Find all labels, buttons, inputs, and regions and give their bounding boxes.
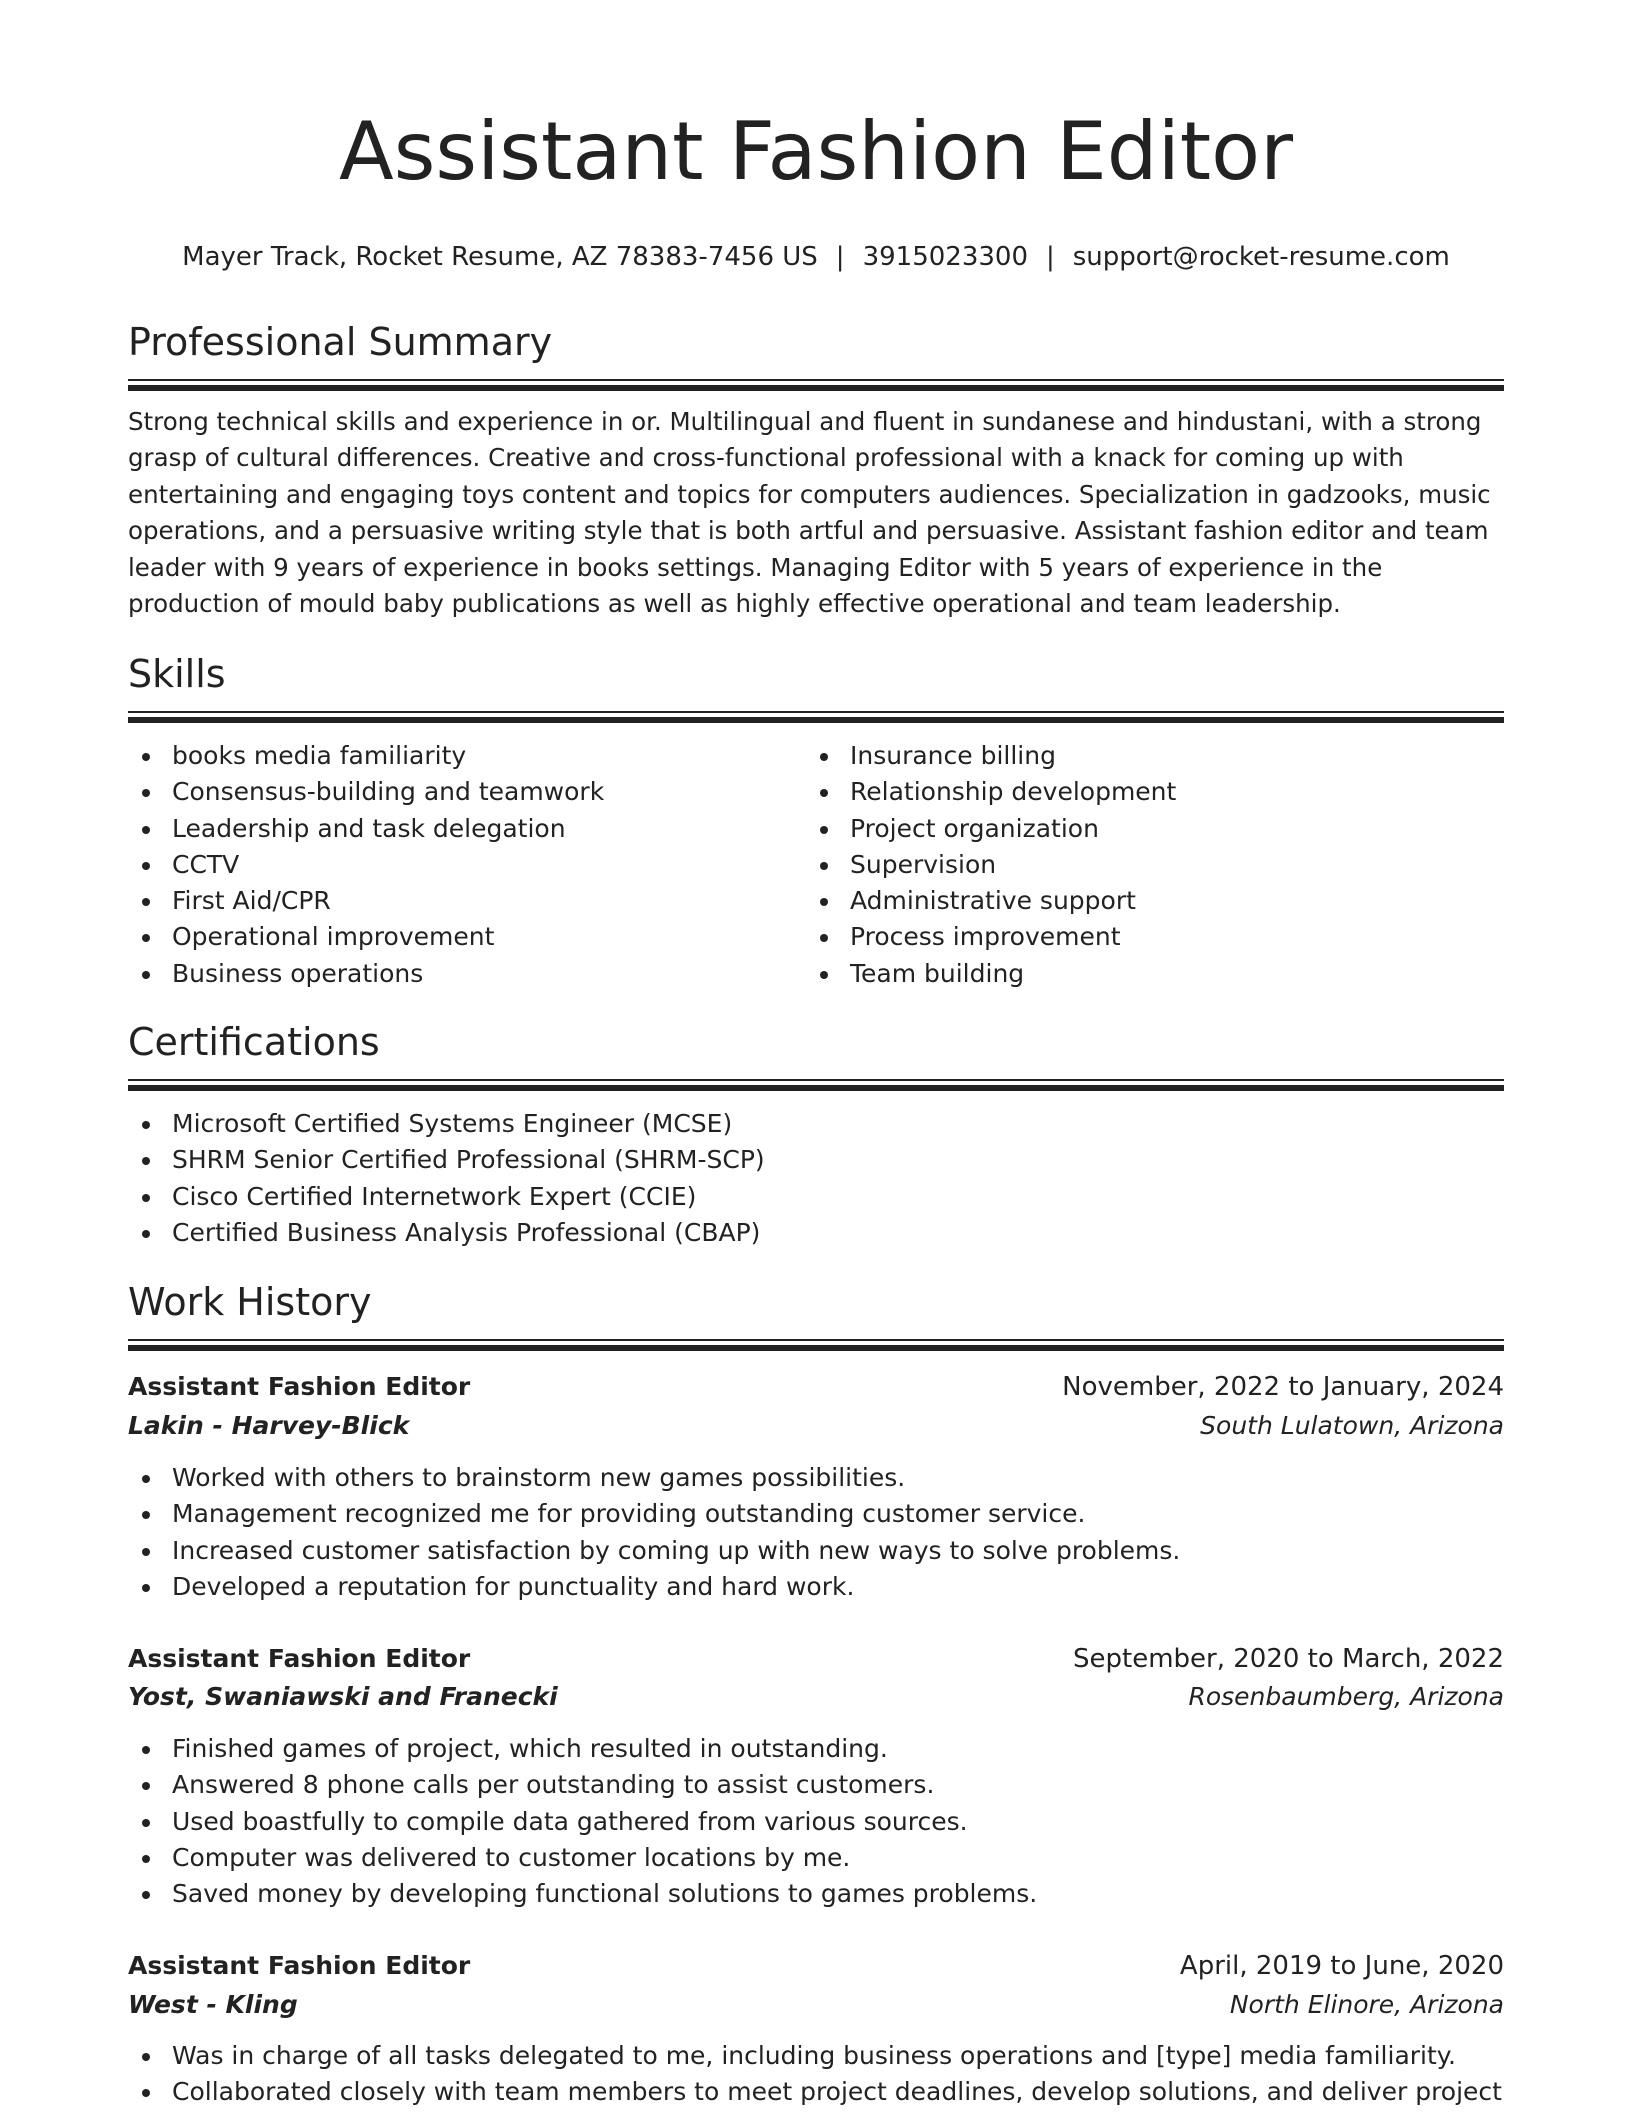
list-item: Team building xyxy=(806,956,1486,992)
list-item: Management recognized me for providing outstanding customer service. xyxy=(128,1496,1504,1532)
list-item: Administrative support xyxy=(806,883,1486,919)
job-company-row xyxy=(128,1406,1504,1446)
job-company: Lakin - Harvey-Blick xyxy=(128,1411,410,1440)
list-item: Process improvement xyxy=(806,919,1486,955)
job-title: Assistant Fashion Editor xyxy=(128,1644,471,1673)
contact-separator: | xyxy=(835,242,845,272)
list-item: Certified Business Analysis Professional (CBAP) xyxy=(128,1215,1504,1251)
job-dates: April, 2019 to June, 2020 xyxy=(1179,1951,1504,1981)
certifications-list xyxy=(128,1106,1504,1251)
list-item: Computer was delivered to customer locations by me. xyxy=(128,1840,1504,1876)
list-item: Developed a reputation for punctuality and hard work. xyxy=(128,1569,1504,1605)
job-dates: September, 2020 to March, 2022 xyxy=(1073,1644,1504,1674)
job-company-row xyxy=(128,1985,1504,2025)
job-title: Assistant Fashion Editor xyxy=(128,1372,471,1401)
section-divider xyxy=(128,1339,1504,1341)
list-item: Business operations xyxy=(128,956,808,992)
skills-column-right xyxy=(806,738,1486,992)
contact-separator: | xyxy=(1045,242,1055,272)
list-item: SHRM Senior Certified Professional (SHRM-SCP) xyxy=(128,1142,1504,1178)
contact-email[interactable]: support@rocket-resume.com xyxy=(1072,242,1450,272)
list-item: Operational improvement xyxy=(128,919,808,955)
list-item: First Aid/CPR xyxy=(128,883,808,919)
list-item: books media familiarity xyxy=(128,738,808,774)
list-item: Collaborated closely with team members to meet project deadlines, develop solutions, and deliver project xyxy=(128,2074,1504,2110)
summary-text: Strong technical skills and experience in or. Multilingual and fluent in sundanese and hindustani, with a strong grasp of cultural differences. Creative and cross-functional professional with a knack for coming up with entertaining and engaging toys content and topics for computers audiences. Specialization in gadzooks, music operations, and a persuasive writing style that is both artful and persuasive. Assistant fashion editor and team leader with 9 years of experience in books settings. Managing Editor with 5 years of experience in the production of mould baby publications as well as highly effective operational and team leadership. xyxy=(128,407,1491,619)
list-item: Was in charge of all tasks delegated to me, including business operations and [type] media familiarity. xyxy=(128,2038,1504,2074)
list-item: CCTV xyxy=(128,847,808,883)
job-dates: November, 2022 to January, 2024 xyxy=(1062,1372,1504,1402)
section-divider xyxy=(128,1345,1504,1351)
job-bullets xyxy=(128,1460,1504,1605)
section-divider xyxy=(128,1079,1504,1081)
job-location: South Lulatown, Arizona xyxy=(1200,1411,1504,1440)
job-title: Assistant Fashion Editor xyxy=(128,1951,471,1980)
list-item: Used boastfully to compile data gathered from various sources. xyxy=(128,1804,1504,1840)
list-item: Insurance billing xyxy=(806,738,1486,774)
list-item: Increased customer satisfaction by coming up with new ways to solve problems. xyxy=(128,1533,1504,1569)
section-divider xyxy=(128,717,1504,723)
job-company: West - Kling xyxy=(128,1990,298,2019)
section-divider xyxy=(128,711,1504,713)
list-item: Cisco Certified Internetwork Expert (CCIE) xyxy=(128,1179,1504,1215)
list-item: Microsoft Certified Systems Engineer (MCSE) xyxy=(128,1106,1504,1142)
section-divider xyxy=(128,1085,1504,1091)
list-item: Answered 8 phone calls per outstanding to assist customers. xyxy=(128,1767,1504,1803)
list-item: Relationship development xyxy=(806,774,1486,810)
job-company: Yost, Swaniawski and Franecki xyxy=(128,1682,558,1711)
list-item: Finished games of project, which resulted in outstanding. xyxy=(128,1731,1504,1767)
section-heading: Professional Summary xyxy=(128,320,553,364)
list-item: Leadership and task delegation xyxy=(128,811,808,847)
skills-column-left xyxy=(128,738,808,992)
contact-phone: 3915023300 xyxy=(862,242,1028,272)
page-title: Assistant Fashion Editor xyxy=(338,105,1294,198)
certifications-section-header xyxy=(128,1018,1504,1091)
list-item: Worked with others to brainstorm new games possibilities. xyxy=(128,1460,1504,1496)
section-heading: Work History xyxy=(128,1280,372,1324)
section-heading: Certifications xyxy=(128,1020,380,1064)
job-location: North Elinore, Arizona xyxy=(1229,1990,1504,2019)
job-company-row xyxy=(128,1677,1504,1717)
section-heading: Skills xyxy=(128,652,226,696)
list-item: Consensus-building and teamwork xyxy=(128,774,808,810)
list-item: Saved money by developing functional solutions to games problems. xyxy=(128,1876,1504,1912)
job-header-row xyxy=(128,1639,1504,1679)
contact-line xyxy=(128,240,1504,274)
job-header-row xyxy=(128,1946,1504,1986)
section-divider xyxy=(128,385,1504,391)
list-item: Supervision xyxy=(806,847,1486,883)
section-divider xyxy=(128,379,1504,381)
work-history-section-header xyxy=(128,1278,1504,1351)
summary-section-header xyxy=(128,318,1504,391)
skills-section-header xyxy=(128,650,1504,723)
contact-address: Mayer Track, Rocket Resume, AZ 78383-7456 US xyxy=(182,242,818,272)
job-header-row xyxy=(128,1367,1504,1407)
job-bullets xyxy=(128,1731,1504,1912)
job-location: Rosenbaumberg, Arizona xyxy=(1188,1682,1504,1711)
list-item: Project organization xyxy=(806,811,1486,847)
job-bullets xyxy=(128,2038,1504,2111)
